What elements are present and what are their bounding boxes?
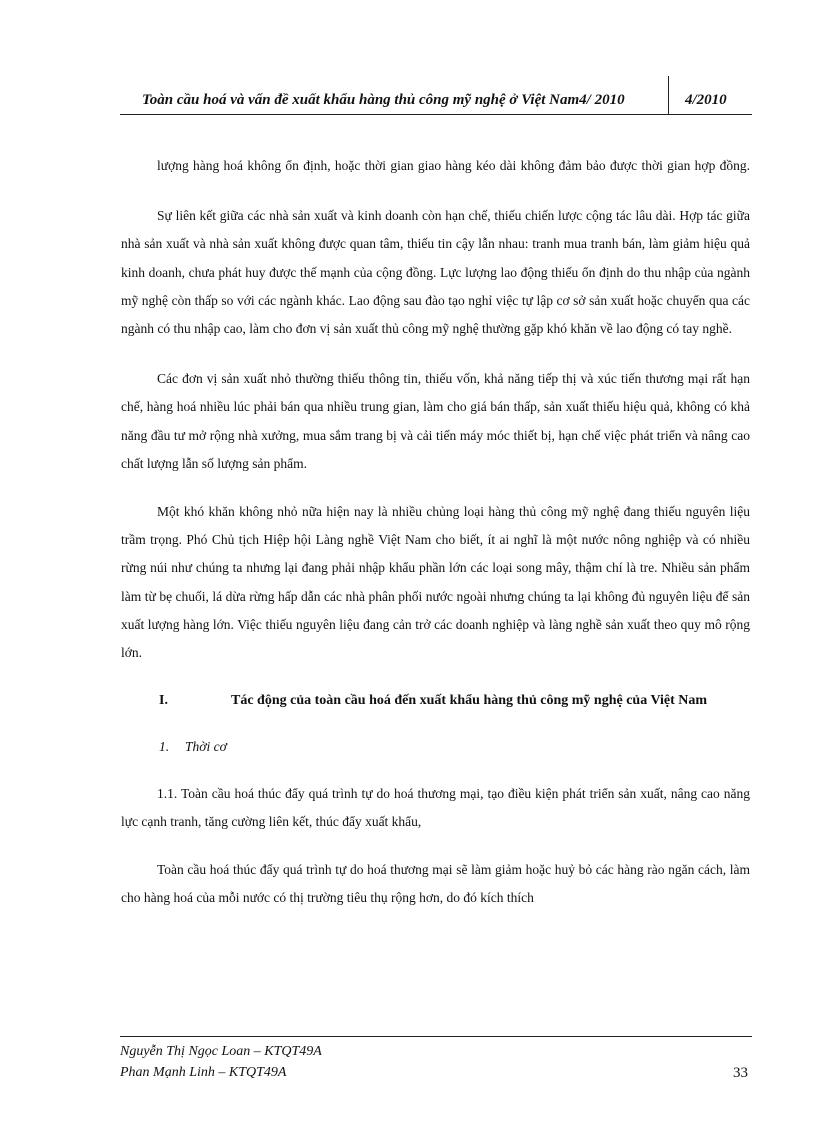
section-title: Tác động của toàn cầu hoá đến xuất khẩu hàng thủ công mỹ nghệ của Việt Nam [231, 693, 708, 709]
footer-author-1: Nguyễn Thị Ngọc Loan – KTQT49A [120, 1044, 322, 1059]
sub-heading-title: Thời cơ [185, 739, 227, 755]
sub-heading-number: 1. [159, 739, 170, 755]
header-rule [120, 114, 752, 115]
section-number: I. [159, 693, 168, 709]
header-date: 4/2010 [685, 92, 727, 108]
footer-author-2: Phan Mạnh Linh – KTQT49A [120, 1065, 287, 1080]
header-title: Toàn cầu hoá và vấn đề xuất khẩu hàng thủ công mỹ nghệ ở Việt Nam4/ 2010 [142, 92, 625, 108]
section-heading [121, 687, 750, 715]
sub-heading [159, 733, 750, 761]
paragraph-cooperation: Sự liên kết giữa các nhà sản xuất và kinh doanh còn hạn chế, thiếu chiến lược cộng tác lâu dài. Hợp tác giữa nhà sản xuất và nhà sản xuất không được quan tâm, thiếu tin cậy lẫn nhau: tranh mua tranh bán, làm giảm hiệu quả kinh doanh, chưa phát huy được thế mạnh của cộng đồng. Lực lượng lao động thiếu ổn định do thu nhập của ngành mỹ nghệ còn thấp so với các ngành khác. Lao động sau đào tạo nghỉ việc tự lập cơ sở sản xuất hoặc chuyển qua các ngành có thu nhập cao, làm cho đơn vị sản xuất thủ công mỹ nghệ thường gặp khó khăn về lao động có tay nghề. [121, 208, 750, 337]
paragraph-1-1: 1.1. Toàn cầu hoá thúc đẩy quá trình tự do hoá thương mại, tạo điều kiện phát triển sản xuất, nâng cao năng lực cạnh tranh, tăng cường liên kết, thúc đẩy xuất khẩu, [121, 785, 750, 829]
page-number: 33 [733, 1065, 748, 1081]
paragraph-small-units: Các đơn vị sản xuất nhỏ thường thiếu thông tin, thiếu vốn, khả năng tiếp thị và xúc tiến thương mại rất hạn chế, hàng hoá nhiều lúc phải bán qua nhiều trung gian, làm cho giá bán thấp, sản xuất thiếu hiệu quả, không có khả năng đầu tư mở rộng nhà xưởng, mua sắm trang bị và cải tiến máy móc thiết bị, hạn chế việc phát triển và nâng cao chất lượng lẫn số lượng sản phẩm. [121, 371, 750, 471]
page-header [120, 76, 752, 116]
footer-rule [120, 1036, 752, 1037]
paragraph-trade-liberalization: Toàn cầu hoá thúc đẩy quá trình tự do hoá thương mại sẽ làm giảm hoặc huỷ bỏ các hàng rào ngăn cách, làm cho hàng hoá của mỗi nước có thị trường tiêu thụ rộng hơn, do đó kích thích [121, 862, 750, 906]
paragraph-raw-materials: Một khó khăn không nhỏ nữa hiện nay là nhiều chủng loại hàng thủ công mỹ nghệ đang thiếu nguyên liệu trầm trọng. Phó Chủ tịch Hiệp hội Làng nghề Việt Nam cho biết, ít ai nghĩ là một nước nông nghiệp và có nhiều rừng núi như chúng ta nhưng lại đang phải nhập khẩu phần lớn các loại song mây, thậm chí là tre. Nhiều sản phẩm làm từ bẹ chuối, lá dừa rừng hấp dẫn các nhà phân phối nước ngoài nhưng chúng ta lại không đủ nguyên liệu để sản xuất lượng hàng lớn. Việc thiếu nguyên liệu đang cản trở các doanh nghiệp và làng nghề sản xuất theo quy mô rộng lớn. [121, 504, 750, 661]
header-separator [668, 76, 669, 114]
document-body [121, 152, 750, 932]
lead-paragraph: lượng hàng hoá không ổn định, hoặc thời gian giao hàng kéo dài không đảm bảo được thời gian hợp đồng. [157, 158, 750, 173]
